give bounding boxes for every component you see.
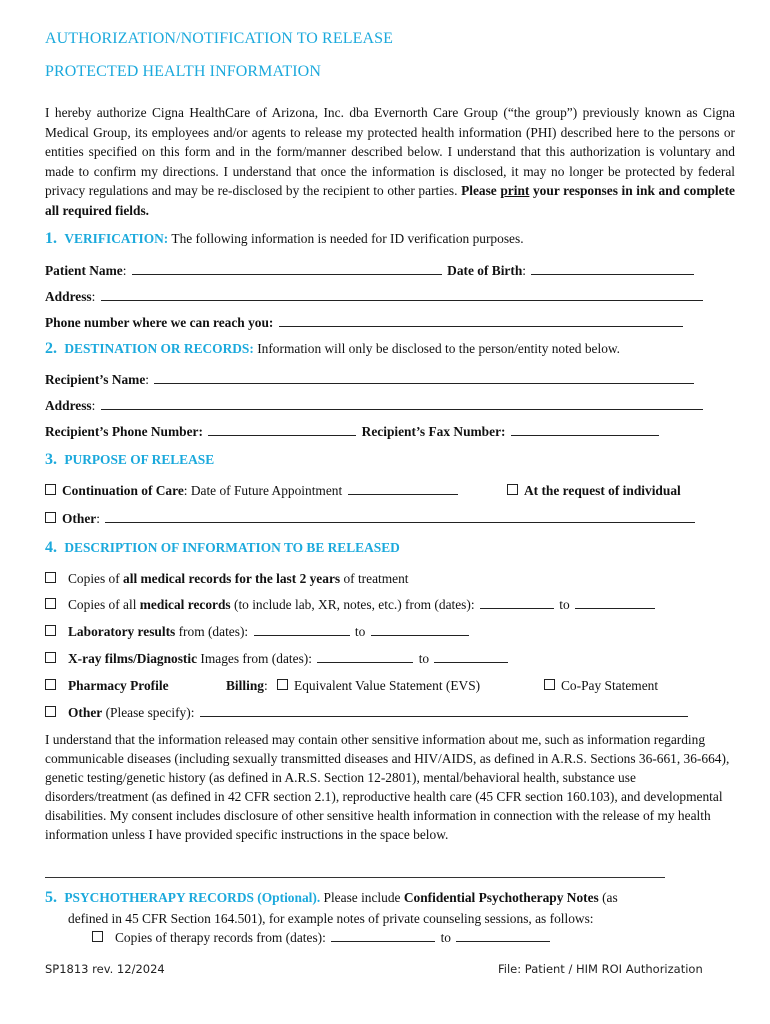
date-of-birth-field[interactable] [531, 262, 694, 275]
purpose-other-label: Other [62, 511, 97, 526]
therapy-to-label: to [440, 930, 451, 945]
release-pharmacy-label: Pharmacy Profile [68, 678, 169, 693]
release-2-years-text-a: Copies of [68, 571, 124, 586]
release-medical-records-text-b: medical records [139, 597, 231, 612]
section-5-desc-c: (as [598, 890, 618, 905]
therapy-to-field[interactable] [456, 929, 550, 942]
intro-paragraph [45, 103, 735, 220]
future-appointment-field[interactable] [348, 482, 458, 495]
release-item-pharmacy [45, 677, 169, 695]
therapy-records-checkbox[interactable] [92, 931, 103, 942]
recipient-phone-field[interactable] [208, 423, 356, 436]
phone-label: Phone number where we can reach you: [45, 315, 274, 330]
patient-address-row: Address: [45, 288, 705, 306]
recipient-phone-label: Recipient’s Phone Number: [45, 424, 203, 439]
release-item-medical-records [45, 596, 657, 614]
evs-checkbox[interactable] [277, 679, 288, 690]
special-instructions-line[interactable] [45, 877, 665, 878]
release-other-field[interactable] [200, 704, 688, 717]
section-5-number: 5. [45, 889, 57, 906]
billing-label: Billing [226, 678, 264, 693]
section-5-desc-a: Please include [320, 890, 404, 905]
recipient-name-row: Recipient’s Name: [45, 371, 696, 389]
section-1-heading [45, 230, 524, 248]
patient-address-label: Address [45, 289, 92, 304]
section-5-line-2: defined in 45 CFR Section 164.501), for example notes of private counseling sessions, as follows: [68, 911, 594, 926]
release-2-years-checkbox[interactable] [45, 572, 56, 583]
recipient-contact-row [45, 423, 661, 441]
copay-row [544, 677, 658, 695]
form-title-line-1: AUTHORIZATION/NOTIFICATION TO RELEASE [45, 30, 393, 47]
release-laboratory-dates-label: from (dates): [175, 624, 249, 639]
release-other-specify-label: (Please specify): [102, 705, 195, 720]
section-2-number: 2. [45, 340, 57, 357]
section-5-heading [45, 889, 618, 907]
copay-label: Co-Pay Statement [561, 678, 659, 693]
future-appointment-label: : Date of Future Appointment [183, 483, 343, 498]
section-1-number: 1. [45, 230, 57, 247]
continuation-of-care-row [45, 482, 460, 500]
purpose-other-field[interactable] [105, 510, 695, 523]
section-1-title: VERIFICATION: [64, 231, 169, 246]
release-xray-dates-label: Images from (dates): [197, 651, 312, 666]
laboratory-to-field[interactable] [371, 623, 469, 636]
release-item-2-years [45, 570, 409, 588]
release-xray-checkbox[interactable] [45, 652, 56, 663]
recipient-name-label: Recipient’s Name [45, 372, 146, 387]
evs-label: Equivalent Value Statement (EVS) [294, 678, 481, 693]
release-medical-records-text-a: Copies of all [68, 597, 140, 612]
therapy-records-label: Copies of therapy records from (dates): [115, 930, 326, 945]
medical-records-to-field[interactable] [575, 596, 655, 609]
section-4-title: DESCRIPTION OF INFORMATION TO BE RELEASED [64, 540, 400, 555]
recipient-address-label: Address [45, 398, 92, 413]
form-title-line-2: PROTECTED HEALTH INFORMATION [45, 63, 321, 80]
release-pharmacy-checkbox[interactable] [45, 679, 56, 690]
section-4-number: 4. [45, 539, 57, 556]
billing-row: Billing: Equivalent Value Statement (EVS) [226, 678, 481, 693]
release-xray-label: X-ray films/Diagnostic [68, 651, 198, 666]
release-item-laboratory [45, 623, 471, 641]
footer-form-number: SP1813 rev. 12/2024 [45, 962, 165, 976]
intro-instruction-b: your responses in ink and complete all required fields. [45, 183, 735, 218]
recipient-name-field[interactable] [154, 371, 694, 384]
laboratory-to-label: to [354, 624, 366, 639]
footer-file-label: File: Patient / HIM ROI Authorization [498, 962, 703, 976]
patient-name-field[interactable] [132, 262, 442, 275]
recipient-address-field[interactable] [101, 397, 703, 410]
section-3-heading [45, 451, 214, 469]
section-3-number: 3. [45, 451, 57, 468]
section-2-title: DESTINATION OR RECORDS: [64, 341, 254, 356]
section-4-heading [45, 539, 400, 557]
request-of-individual-label: At the request of individual [524, 483, 681, 498]
recipient-fax-label: Recipient’s Fax Number: [361, 424, 506, 439]
purpose-other-row: Other: [45, 510, 697, 528]
intro-text: I hereby authorize Cigna HealthCare of Arizona, Inc. dba Evernorth Care Group (“the group”) previously known as Cigna Medical Group, its employees and/or agents to release my protected health information (PHI) described here to the persons or entities specified on this form and in the form/manner described below. I understand that this authorization is voluntary and made to confirm my directions. I understand that once the information is disclosed, it may no longer be protected by federal privacy regulations and may be re-disclosed by the recipient to other parties. [45, 105, 735, 198]
patient-name-label: Patient Name [45, 263, 123, 278]
xray-to-label: to [418, 651, 430, 666]
release-medical-records-checkbox[interactable] [45, 598, 56, 609]
sensitive-information-paragraph: I understand that the information released may contain other sensitive information about me, such as information regarding communicable diseases (including sexually transmitted diseases and HIV/AIDS, as defined in A.R.S. Sections 36-661, 36-664), genetic testing/genetic history (as defined in A.R.S. Section 12-2801), mental/behavioral health, substance use disorders/treatment (as defined in 42 CFR section 2.1), reproductive health care (45 CFR section 160.103), and developmental disabilities. My consent includes disclosure of other sensitive health information in connection with the release of my health information unless I have provided specific instructions in the space below. [45, 732, 730, 842]
section-5-title: PSYCHOTHERAPY RECORDS (Optional). [64, 890, 321, 905]
section-2-description: Information will only be disclosed to the person/entity noted below. [253, 341, 621, 356]
request-of-individual-checkbox[interactable] [507, 484, 518, 495]
section-5-desc-b: Confidential Psychotherapy Notes [403, 890, 599, 905]
continuation-of-care-checkbox[interactable] [45, 484, 56, 495]
therapy-from-field[interactable] [331, 929, 435, 942]
section-3-title: PURPOSE OF RELEASE [64, 452, 215, 467]
medical-records-from-field[interactable] [480, 596, 554, 609]
medical-records-to-label: to [559, 597, 570, 612]
xray-to-field[interactable] [434, 650, 508, 663]
recipient-address-row: Address: [45, 397, 705, 415]
release-item-xray [45, 650, 510, 668]
recipient-fax-field[interactable] [511, 423, 659, 436]
phone-field[interactable] [279, 314, 683, 327]
release-other-label: Other [68, 705, 103, 720]
laboratory-from-field[interactable] [254, 623, 350, 636]
release-2-years-text-b: all medical records for the last 2 years [123, 571, 341, 586]
phone-row [45, 314, 685, 332]
copay-checkbox[interactable] [544, 679, 555, 690]
release-laboratory-label: Laboratory results [68, 624, 176, 639]
release-medical-records-text-c: (to include lab, XR, notes, etc.) from (dates): [230, 597, 475, 612]
section-2-heading [45, 340, 620, 358]
release-other-checkbox[interactable] [45, 706, 56, 717]
section-1-description: The following information is needed for ID verification purposes. [168, 231, 524, 246]
xray-from-field[interactable] [317, 650, 413, 663]
therapy-records-row [92, 929, 552, 947]
patient-address-field[interactable] [101, 288, 703, 301]
request-of-individual-row [507, 482, 681, 500]
release-laboratory-checkbox[interactable] [45, 625, 56, 636]
date-of-birth-label: Date of Birth [447, 263, 523, 278]
release-item-other [45, 704, 690, 722]
intro-instruction-a: Please [461, 183, 501, 198]
intro-instruction-print: print [500, 183, 530, 198]
purpose-other-checkbox[interactable] [45, 512, 56, 523]
release-2-years-text-c: of treatment [340, 571, 409, 586]
continuation-of-care-label: Continuation of Care [62, 483, 184, 498]
patient-name-row: Patient Name: Date of Birth: [45, 262, 696, 280]
